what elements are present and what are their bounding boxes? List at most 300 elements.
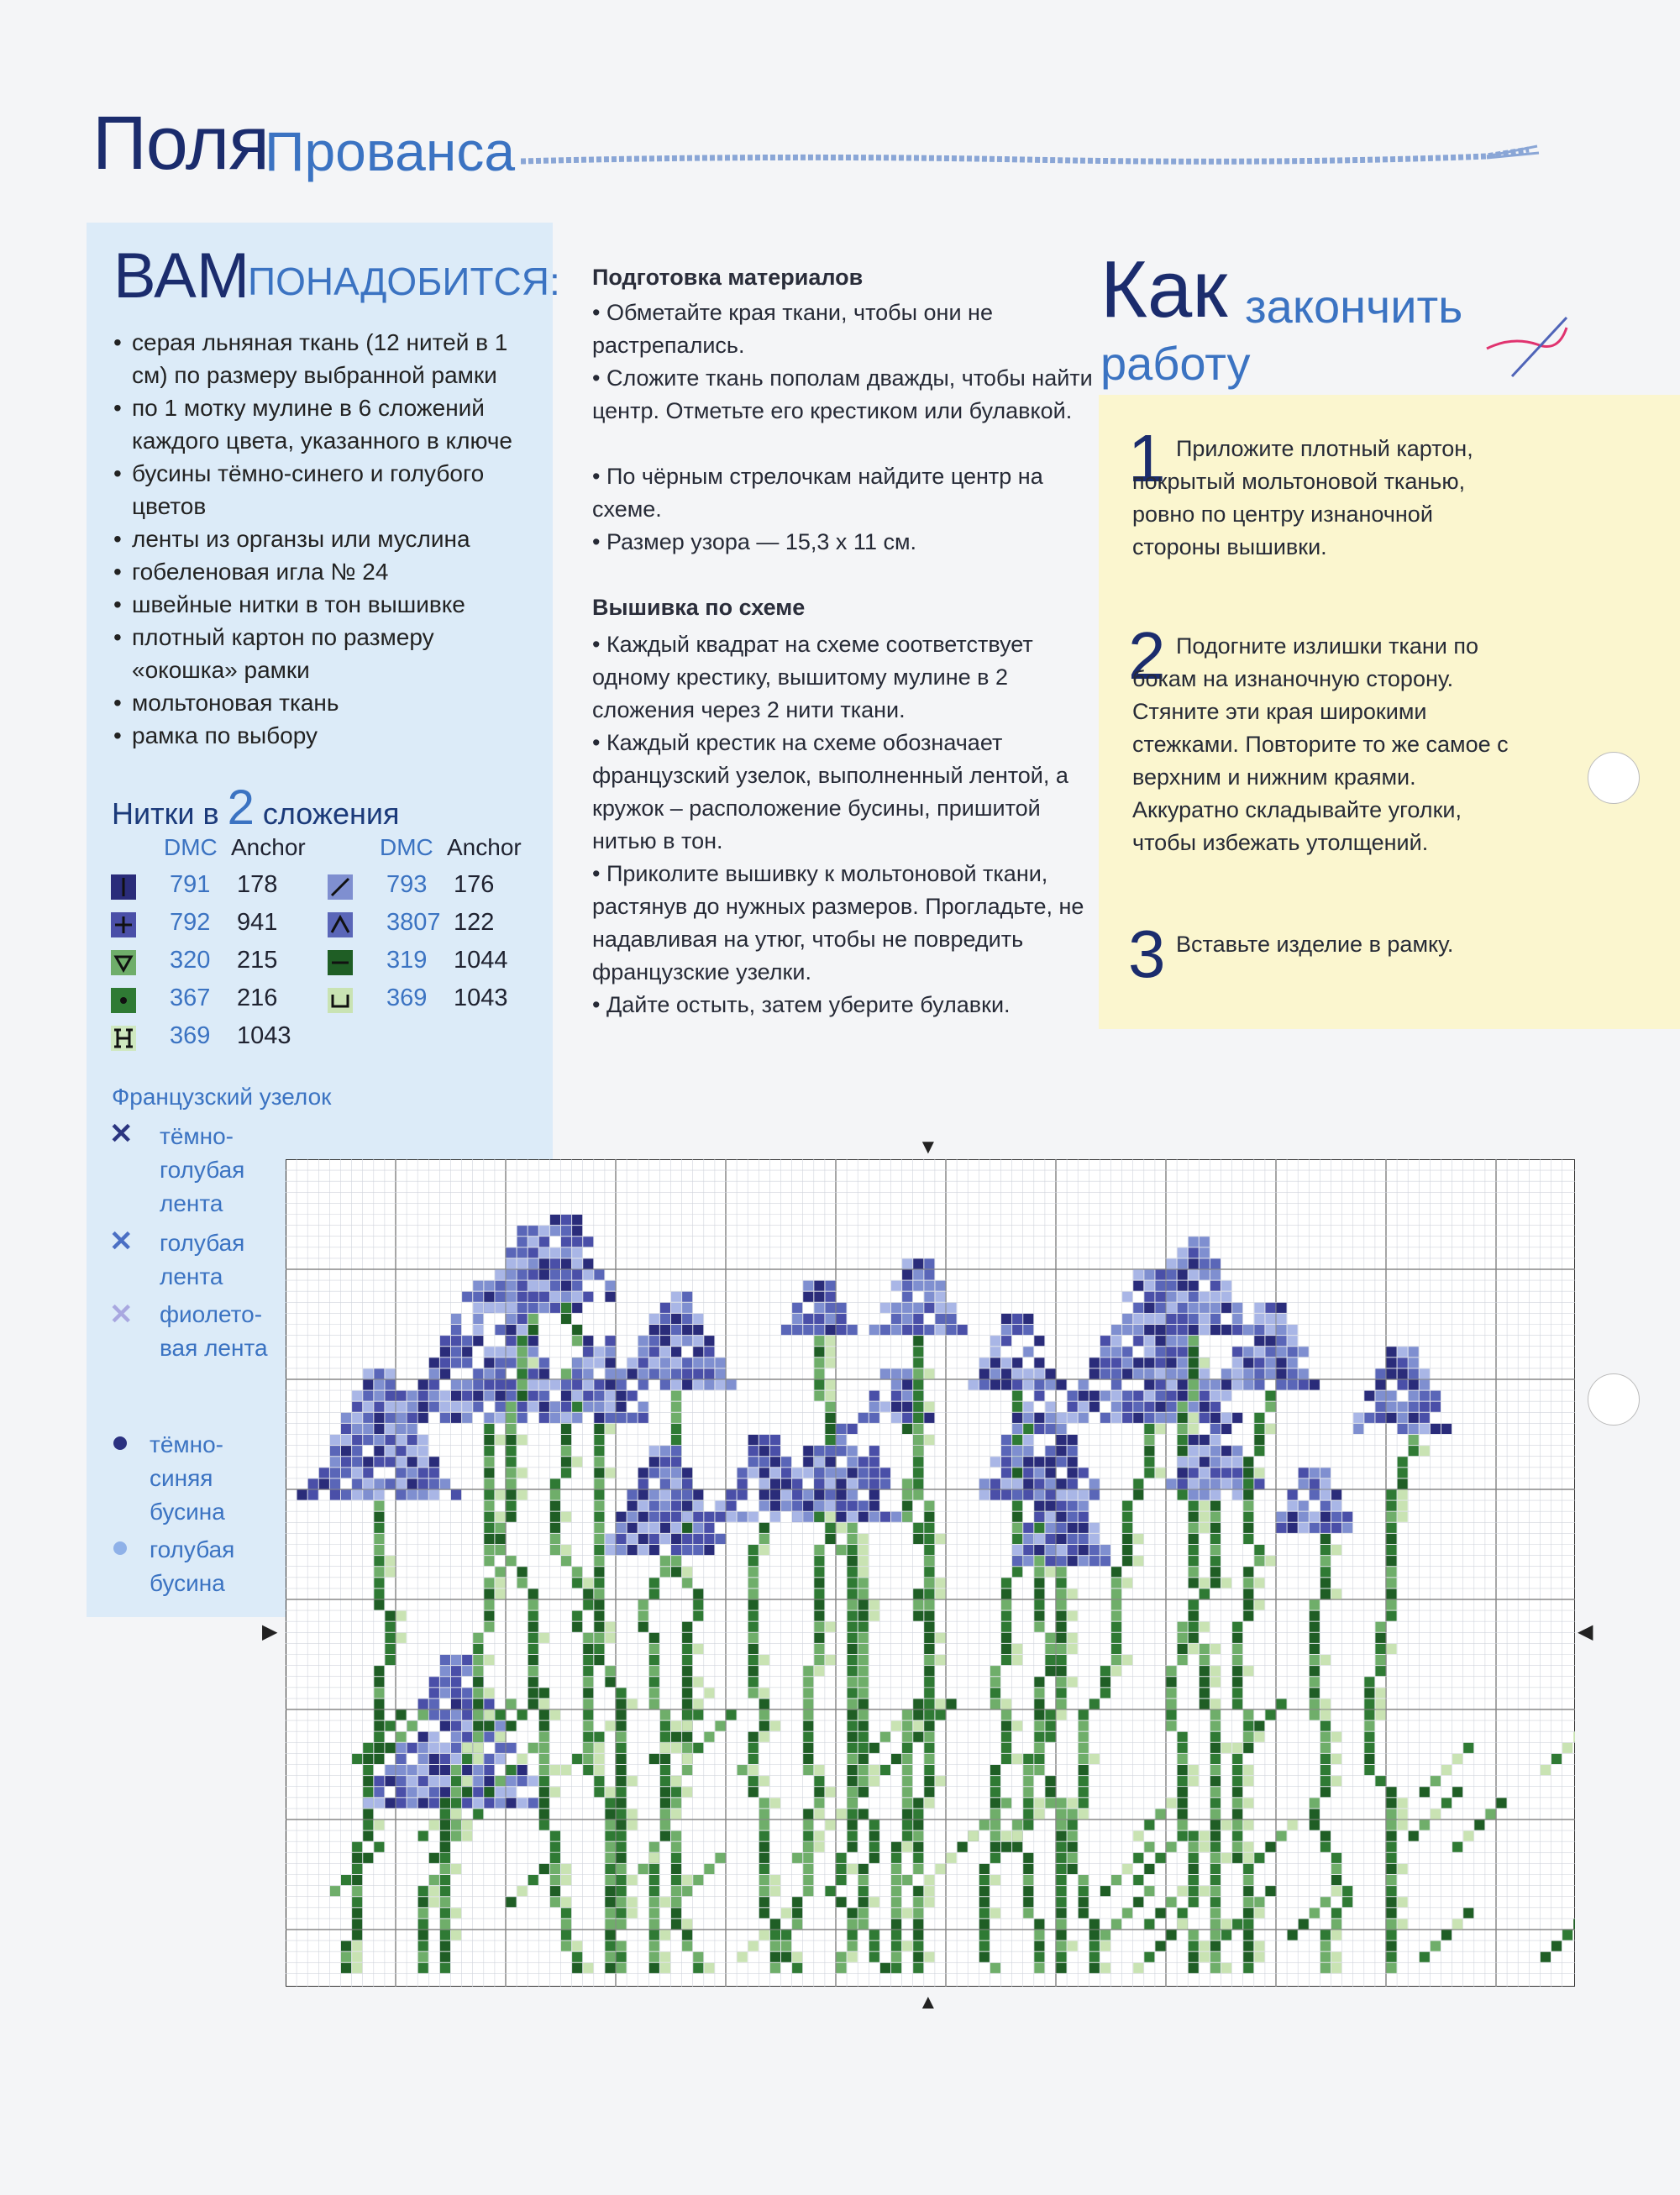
stitch-cell <box>605 1908 615 1918</box>
stitch-cell <box>561 1468 571 1478</box>
stitch-cell <box>649 1347 659 1357</box>
stitch-cell <box>429 1897 439 1907</box>
stitch-cell <box>572 1226 582 1236</box>
stitch-cell <box>1320 1512 1331 1522</box>
stitch-cell <box>1001 1490 1011 1500</box>
stitch-cell <box>858 1666 869 1676</box>
stitch-cell <box>617 1831 627 1841</box>
stitch-cell <box>704 1688 714 1698</box>
stitch-cell <box>858 1875 869 1885</box>
stitch-cell <box>869 1446 879 1456</box>
stitch-cell <box>990 1809 1000 1819</box>
stitch-cell <box>539 1754 549 1764</box>
stitch-cell <box>1155 1853 1165 1863</box>
stitch-cell <box>1012 1314 1022 1324</box>
stitch-cell <box>1277 1380 1287 1390</box>
stitch-cell <box>1299 1501 1309 1511</box>
stitch-cell <box>825 1435 835 1445</box>
stitch-cell <box>848 1919 858 1929</box>
stitch-cell <box>1057 1611 1067 1621</box>
stitch-cell <box>1310 1611 1320 1621</box>
stitch-cell <box>1375 1666 1385 1676</box>
stitch-cell <box>528 1281 538 1291</box>
stitch-cell <box>617 1380 627 1390</box>
stitch-cell <box>748 1435 759 1445</box>
stitch-cell <box>759 1655 769 1665</box>
stitch-cell <box>869 1413 879 1423</box>
stitch-cell <box>1254 1478 1264 1489</box>
stitch-cell <box>1210 1281 1221 1291</box>
stitch-cell <box>418 1457 428 1467</box>
stitch-cell <box>748 1611 759 1621</box>
stitch-cell <box>814 1501 824 1511</box>
stitch-cell <box>671 1325 681 1335</box>
stitch-cell <box>848 1908 858 1918</box>
stitch-cell <box>682 1941 692 1951</box>
stitch-cell <box>814 1622 824 1632</box>
stitch-cell <box>484 1380 494 1390</box>
stitch-cell <box>1221 1292 1231 1302</box>
stitch-cell <box>759 1908 769 1918</box>
stitch-cell <box>1189 1864 1199 1874</box>
stitch-cell <box>1254 1314 1264 1324</box>
violet-ribbon-cross-icon: ✕ <box>109 1299 134 1331</box>
stitch-cell <box>473 1699 483 1709</box>
stitch-cell <box>979 1908 990 1918</box>
stitch-cell <box>1100 1368 1110 1378</box>
stitch-cell <box>495 1325 505 1335</box>
stitch-cell <box>649 1688 659 1698</box>
stitch-cell <box>528 1325 538 1335</box>
stitch-cell <box>1243 1743 1253 1753</box>
stitch-cell <box>671 1776 681 1786</box>
stitch-cell <box>649 1886 659 1896</box>
stitch-cell <box>682 1523 692 1533</box>
stitch-cell <box>1034 1710 1044 1720</box>
stitch-cell <box>1034 1688 1044 1698</box>
stitch-cell <box>550 1710 560 1720</box>
stitch-cell <box>1243 1853 1253 1863</box>
stitch-cell <box>462 1413 472 1423</box>
stitch-cell <box>858 1644 869 1654</box>
stitch-cell <box>848 1534 858 1544</box>
stitch-cell <box>605 1952 615 1962</box>
stitch-cell <box>1254 1468 1264 1478</box>
stitch-cell <box>858 1699 869 1709</box>
stitch-cell <box>528 1391 538 1401</box>
finish-title-big: Как <box>1100 244 1228 334</box>
stitch-cell <box>1420 1446 1430 1456</box>
stitch-cell <box>671 1798 681 1808</box>
stitch-cell <box>1398 1413 1408 1423</box>
stitch-cell <box>1167 1842 1177 1852</box>
stitch-cell <box>495 1357 505 1368</box>
stitch-cell <box>617 1743 627 1753</box>
stitch-cell <box>924 1952 934 1962</box>
stitch-cell <box>385 1721 395 1731</box>
stitch-cell <box>1243 1357 1253 1368</box>
stitch-cell <box>1034 1743 1044 1753</box>
stitch-cell <box>638 1402 648 1412</box>
stitch-cell <box>1200 1666 1210 1676</box>
stitch-cell <box>462 1347 472 1357</box>
stitch-cell <box>803 1864 813 1874</box>
stitch-cell <box>1375 1413 1385 1423</box>
stitch-cell <box>990 1677 1000 1687</box>
stitch-cell <box>803 1468 813 1478</box>
stitch-cell <box>1144 1919 1154 1929</box>
stitch-cell <box>1178 1292 1188 1302</box>
stitch-cell <box>682 1754 692 1764</box>
stitch-cell <box>572 1391 582 1401</box>
stitch-cell <box>1089 1478 1100 1489</box>
stitch-cell <box>495 1391 505 1401</box>
stitch-cell <box>1320 1743 1331 1753</box>
stitch-cell <box>1068 1820 1078 1830</box>
stitch-cell <box>1387 1578 1397 1588</box>
stitch-cell <box>649 1930 659 1940</box>
stitch-cell <box>1364 1391 1374 1401</box>
stitch-cell <box>418 1710 428 1720</box>
stitch-cell <box>814 1490 824 1500</box>
stitch-cell <box>1012 1820 1022 1830</box>
stitch-cell <box>1155 1402 1165 1412</box>
stitch-cell <box>660 1534 670 1544</box>
stitch-cell <box>1001 1655 1011 1665</box>
stitch-cell <box>1079 1534 1089 1544</box>
embroidery-item: • Каждый крестик на схеме обозначает французский узелок, выполненный лентой, а кружок – расположение бусины, пришитой нитью в тон. <box>592 730 1068 853</box>
stitch-cell <box>902 1908 912 1918</box>
stitch-cell <box>550 1842 560 1852</box>
stitch-cell <box>1034 1368 1044 1378</box>
stitch-cell <box>682 1314 692 1324</box>
stitch-cell <box>572 1237 582 1247</box>
stitch-cell <box>682 1303 692 1313</box>
stitch-cell <box>484 1765 494 1775</box>
stitch-cell <box>1023 1864 1033 1874</box>
stitch-cell <box>837 1446 847 1456</box>
stitch-cell <box>374 1600 384 1610</box>
stitch-cell <box>1045 1545 1055 1555</box>
materials-item: • гобеленовая игла № 24 <box>113 555 542 588</box>
stitch-cell <box>792 1512 802 1522</box>
stitch-cell <box>1189 1853 1199 1863</box>
stitch-cell <box>837 1314 847 1324</box>
stitch-cell <box>814 1556 824 1566</box>
stitch-cell <box>1057 1842 1067 1852</box>
stitch-cell <box>902 1941 912 1951</box>
stitch-cell <box>814 1336 824 1346</box>
stitch-cell <box>803 1886 813 1896</box>
stitch-cell <box>848 1677 858 1687</box>
stitch-cell <box>1089 1368 1100 1378</box>
stitch-cell <box>627 1820 638 1830</box>
stitch-cell <box>473 1303 483 1313</box>
stitch-cell <box>407 1798 417 1808</box>
stitch-cell <box>363 1798 373 1808</box>
stitch-cell <box>715 1501 725 1511</box>
stitch-cell <box>1045 1776 1055 1786</box>
stitch-cell <box>396 1754 407 1764</box>
stitch-cell <box>671 1478 681 1489</box>
stitch-cell <box>1012 1567 1022 1577</box>
stitch-cell <box>484 1776 494 1786</box>
stitch-cell <box>594 1567 604 1577</box>
stitch-cell <box>825 1468 835 1478</box>
stitch-cell <box>429 1776 439 1786</box>
stitch-cell <box>1122 1523 1132 1533</box>
stitch-cell <box>528 1380 538 1390</box>
stitch-cell <box>440 1478 450 1489</box>
stitch-cell <box>451 1765 461 1775</box>
stitch-cell <box>848 1478 858 1489</box>
stitch-cell <box>1001 1699 1011 1709</box>
stitch-cell <box>1221 1413 1231 1423</box>
stitch-cell <box>396 1798 407 1808</box>
stitch-cell <box>627 1809 638 1819</box>
stitch-cell <box>507 1490 517 1500</box>
stitch-cell <box>583 1402 593 1412</box>
stitch-cell <box>660 1952 670 1962</box>
stitch-cell <box>924 1655 934 1665</box>
stitch-cell <box>1178 1754 1188 1764</box>
stitch-cell <box>1155 1941 1165 1951</box>
binder-hole <box>1588 1373 1640 1426</box>
stitch-cell <box>979 1897 990 1907</box>
stitch-cell <box>1243 1897 1253 1907</box>
stitch-cell <box>1089 1534 1100 1544</box>
stitch-cell <box>495 1545 505 1555</box>
stitch-cell <box>638 1523 648 1533</box>
materials-item: • швейные нитки в тон вышивке <box>113 588 542 621</box>
stitch-cell <box>1210 1941 1221 1951</box>
stitch-cell <box>1189 1490 1199 1500</box>
stitch-cell <box>1387 1490 1397 1500</box>
stitch-cell <box>572 1567 582 1577</box>
stitch-cell <box>440 1688 450 1698</box>
stitch-cell <box>451 1776 461 1786</box>
key-header-anchor: Anchor <box>231 834 306 860</box>
stitch-cell <box>1045 1534 1055 1544</box>
stitch-cell <box>837 1478 847 1489</box>
stitch-cell <box>1387 1391 1397 1401</box>
stitch-cell <box>605 1963 615 1973</box>
stitch-cell <box>407 1457 417 1467</box>
stitch-cell <box>1310 1633 1320 1643</box>
stitch-cell <box>1320 1699 1331 1709</box>
stitch-cell <box>517 1270 528 1280</box>
stitch-cell <box>517 1247 528 1258</box>
stitch-cell <box>1045 1490 1055 1500</box>
stitch-cell <box>1387 1831 1397 1841</box>
stitch-cell <box>495 1798 505 1808</box>
stitch-cell <box>1155 1281 1165 1291</box>
stitch-cell <box>341 1468 351 1478</box>
stitch-cell <box>1254 1721 1264 1731</box>
stitch-cell <box>451 1820 461 1830</box>
stitch-cell <box>462 1336 472 1346</box>
stitch-cell <box>1463 1743 1473 1753</box>
stitch-cell <box>924 1666 934 1676</box>
stitch-cell <box>617 1886 627 1896</box>
stitch-cell <box>1111 1666 1121 1676</box>
stitch-cell <box>803 1688 813 1698</box>
stitch-cell <box>594 1578 604 1588</box>
stitch-cell <box>594 1534 604 1544</box>
stitch-cell <box>418 1754 428 1764</box>
stitch-cell <box>1133 1314 1143 1324</box>
stitch-cell <box>947 1699 957 1709</box>
stitch-cell <box>1189 1875 1199 1885</box>
stitch-cell <box>1331 1886 1341 1896</box>
stitch-cell <box>990 1842 1000 1852</box>
stitch-cell <box>1189 1446 1199 1456</box>
stitch-cell <box>825 1292 835 1302</box>
stitch-cell <box>561 1391 571 1401</box>
stitch-cell <box>902 1721 912 1731</box>
stitch-cell <box>1243 1908 1253 1918</box>
stitch-cell <box>902 1303 912 1313</box>
stitch-cell <box>462 1666 472 1676</box>
stitch-cell <box>1133 1413 1143 1423</box>
stitch-cell <box>1068 1545 1078 1555</box>
stitch-cell <box>858 1732 869 1742</box>
stitch-cell <box>341 1952 351 1962</box>
stitch-cell <box>1200 1391 1210 1401</box>
stitch-cell <box>858 1886 869 1896</box>
stitch-cell <box>770 1435 780 1445</box>
stitch-cell <box>1079 1380 1089 1390</box>
stitch-cell <box>1023 1776 1033 1786</box>
stitch-cell <box>1057 1588 1067 1599</box>
stitch-cell <box>507 1721 517 1731</box>
stitch-cell <box>396 1765 407 1775</box>
stitch-cell <box>869 1776 879 1786</box>
stitch-cell <box>1189 1336 1199 1346</box>
stitch-cell <box>924 1677 934 1687</box>
stitch-cell <box>1012 1644 1022 1654</box>
stitch-cell <box>803 1732 813 1742</box>
stitch-cell <box>902 1424 912 1434</box>
materials-item: • плотный картон по размеру «окошка» рамки <box>113 621 542 686</box>
stitch-cell <box>507 1468 517 1478</box>
stitch-cell <box>837 1325 847 1335</box>
stitch-cell <box>507 1413 517 1423</box>
stitch-cell <box>374 1413 384 1423</box>
symbol-slash-icon <box>328 874 353 900</box>
stitch-cell <box>1023 1809 1033 1819</box>
stitch-cell <box>649 1908 659 1918</box>
stitch-cell <box>682 1721 692 1731</box>
stitch-cell <box>1277 1347 1287 1357</box>
stitch-cell <box>1100 1930 1110 1940</box>
stitch-cell <box>858 1556 869 1566</box>
stitch-cell <box>583 1633 593 1643</box>
stitch-cell <box>924 1556 934 1566</box>
stitch-cell <box>814 1765 824 1775</box>
stitch-cell <box>848 1556 858 1566</box>
stitch-cell <box>605 1831 615 1841</box>
stitch-cell <box>1320 1567 1331 1577</box>
stitch-cell <box>429 1457 439 1467</box>
stitch-cell <box>759 1732 769 1742</box>
stitch-cell <box>495 1402 505 1412</box>
stitch-cell <box>891 1413 901 1423</box>
stitch-cell <box>473 1809 483 1819</box>
stitch-cell <box>660 1512 670 1522</box>
stitch-cell <box>1331 1930 1341 1940</box>
stitch-cell <box>1189 1424 1199 1434</box>
key-header-anchor: Anchor <box>447 834 522 860</box>
stitch-cell <box>1353 1424 1363 1434</box>
stitch-cell <box>1342 1523 1352 1533</box>
stitch-cell <box>924 1567 934 1577</box>
stitch-cell <box>605 1875 615 1885</box>
stitch-cell <box>880 1732 890 1742</box>
stitch-cell <box>693 1325 703 1335</box>
stitch-cell <box>660 1490 670 1500</box>
stitch-cell <box>1232 1633 1242 1643</box>
stitch-cell <box>1012 1380 1022 1390</box>
stitch-cell <box>1221 1368 1231 1378</box>
stitch-cell <box>1277 1357 1287 1368</box>
stitch-cell <box>1111 1347 1121 1357</box>
stitch-cell <box>1431 1391 1441 1401</box>
stitch-cell <box>759 1798 769 1808</box>
stitch-cell <box>781 1457 791 1467</box>
stitch-cell <box>649 1512 659 1522</box>
stitch-cell <box>1200 1842 1210 1852</box>
stitch-cell <box>385 1446 395 1456</box>
stitch-cell <box>848 1512 858 1522</box>
stitch-cell <box>638 1501 648 1511</box>
stitch-cell <box>803 1457 813 1467</box>
stitch-cell <box>1387 1809 1397 1819</box>
stitch-cell <box>583 1258 593 1268</box>
stitch-cell <box>891 1853 901 1863</box>
stitch-cell <box>561 1368 571 1378</box>
stitch-cell <box>484 1798 494 1808</box>
stitch-cell <box>1310 1468 1320 1478</box>
stitch-cell <box>1122 1556 1132 1566</box>
stitch-cell <box>528 1247 538 1258</box>
stitch-cell <box>1057 1820 1067 1830</box>
stitch-cell <box>517 1402 528 1412</box>
stitch-cell <box>924 1270 934 1280</box>
stitch-cell <box>848 1688 858 1698</box>
stitch-cell <box>748 1776 759 1786</box>
stitch-cell <box>902 1292 912 1302</box>
stitch-cell <box>319 1468 329 1478</box>
stitch-cell <box>1034 1490 1044 1500</box>
stitch-cell <box>1221 1930 1231 1940</box>
stitch-cell <box>1387 1512 1397 1522</box>
stitch-cell <box>1200 1402 1210 1412</box>
stitch-cell <box>990 1380 1000 1390</box>
stitch-cell <box>1398 1478 1408 1489</box>
stitch-cell <box>1144 1842 1154 1852</box>
stitch-cell <box>1375 1699 1385 1709</box>
stitch-cell <box>913 1886 923 1896</box>
stitch-cell <box>1034 1578 1044 1588</box>
stitch-cell <box>792 1478 802 1489</box>
stitch-cell <box>1331 1732 1341 1742</box>
stitch-cell <box>1398 1501 1408 1511</box>
stitch-cell <box>594 1413 604 1423</box>
stitch-cell <box>1001 1588 1011 1599</box>
stitch-cell <box>924 1501 934 1511</box>
stitch-cell <box>935 1534 945 1544</box>
